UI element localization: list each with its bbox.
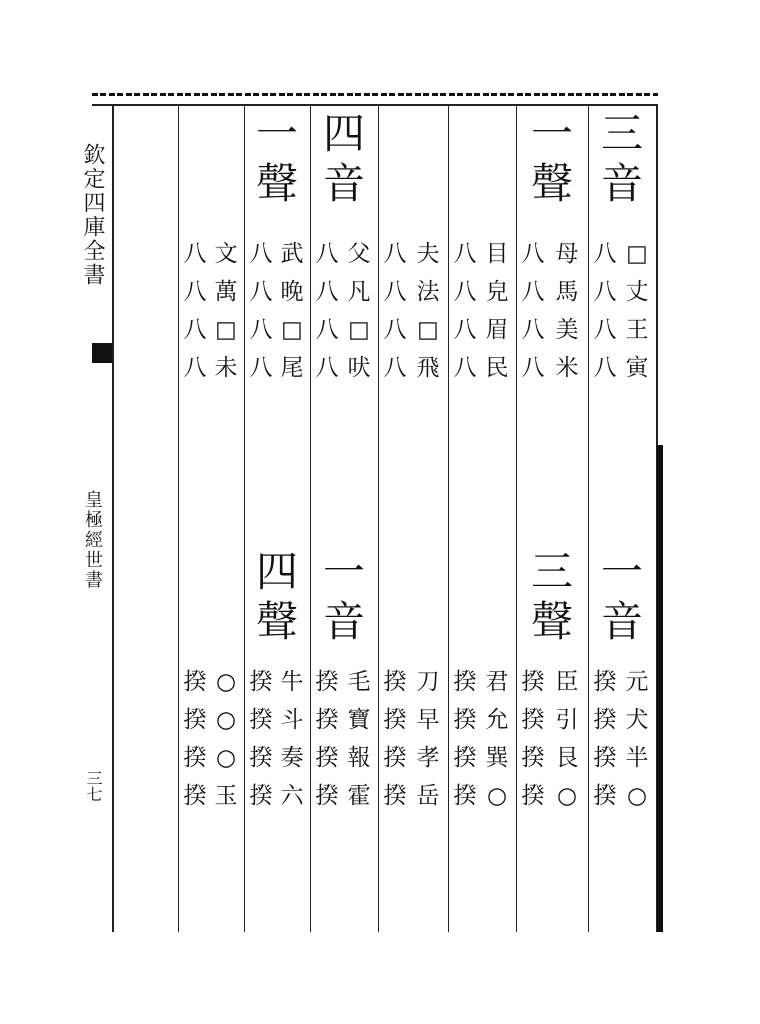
tone-mark: 八 [315, 279, 339, 305]
tone-mark: 八 [383, 241, 407, 267]
tone-mark: 八 [593, 241, 617, 267]
tone-mark: 揆 [315, 707, 339, 733]
rhyme-char: 民 [485, 355, 509, 381]
tone-mark: 八 [249, 241, 273, 267]
column-divider [588, 104, 589, 932]
tone-mark: 揆 [521, 783, 545, 809]
rhyme-char: 尾 [280, 355, 304, 381]
column-divider [448, 104, 449, 932]
tone-mark: 八 [249, 279, 273, 305]
rhyme-char: 犬 [625, 707, 649, 733]
column-divider [244, 104, 245, 932]
tone-mark: 八 [315, 317, 339, 343]
tone-mark: 揆 [249, 707, 273, 733]
rhyme-char: ○ [215, 745, 237, 771]
rhyme-char: □ [626, 241, 648, 267]
rhyme-char: ○ [215, 669, 237, 695]
tone-mark: 揆 [383, 783, 407, 809]
rhyme-char: 吠 [347, 355, 371, 381]
margin-divider [112, 104, 114, 932]
column-heading-char: 一 [600, 547, 643, 596]
rhyme-char: 寅 [625, 355, 649, 381]
rhyme-char: 霍 [347, 783, 371, 809]
tone-mark: 揆 [593, 669, 617, 695]
tone-mark: 八 [183, 241, 207, 267]
tone-mark: 八 [593, 317, 617, 343]
column-heading-char: 四 [255, 547, 298, 596]
rhyme-char: 元 [625, 669, 649, 695]
tone-mark: 揆 [315, 745, 339, 771]
tone-mark: 揆 [315, 783, 339, 809]
column-divider [178, 104, 179, 932]
rhyme-char: □ [281, 317, 303, 343]
tone-mark: 八 [183, 355, 207, 381]
column-heading-char: 聲 [530, 159, 573, 208]
tone-mark: 八 [249, 317, 273, 343]
rhyme-char: 半 [625, 745, 649, 771]
tone-mark: 八 [521, 279, 545, 305]
tone-mark: 八 [453, 279, 477, 305]
column-divider [310, 104, 311, 932]
rhyme-char: 巽 [485, 745, 509, 771]
page-number: 三七 [84, 770, 103, 802]
rhyme-char: 玉 [214, 783, 238, 809]
tone-mark: 揆 [383, 669, 407, 695]
tone-mark: 八 [383, 355, 407, 381]
rhyme-char: 早 [416, 707, 440, 733]
rhyme-char: 寶 [347, 707, 371, 733]
rhyme-char: 報 [347, 745, 371, 771]
rhyme-char: 引 [555, 707, 579, 733]
rhyme-char: 未 [214, 355, 238, 381]
tone-mark: 揆 [183, 745, 207, 771]
tone-mark: 八 [593, 355, 617, 381]
tone-mark: 八 [315, 355, 339, 381]
rhyme-char: ○ [556, 783, 578, 809]
rhyme-char: 母 [555, 241, 579, 267]
rhyme-char: 孝 [416, 745, 440, 771]
rhyme-char: 晚 [280, 279, 304, 305]
column-heading-char: 音 [322, 597, 365, 646]
tone-mark: 揆 [521, 707, 545, 733]
column-heading-char: 聲 [255, 597, 298, 646]
tone-mark: 揆 [249, 783, 273, 809]
tone-mark: 八 [593, 279, 617, 305]
tone-mark: 八 [315, 241, 339, 267]
rhyme-char: 父 [347, 241, 371, 267]
rhyme-char: 丈 [625, 279, 649, 305]
tone-mark: 揆 [521, 669, 545, 695]
column-heading-char: 一 [255, 109, 298, 158]
tone-mark: 八 [453, 355, 477, 381]
tone-mark: 揆 [453, 745, 477, 771]
column-heading-char: 聲 [530, 597, 573, 646]
tone-mark: 八 [521, 355, 545, 381]
column-heading-char: 音 [600, 597, 643, 646]
tone-mark: 揆 [383, 707, 407, 733]
rhyme-char: 允 [485, 707, 509, 733]
column-heading-char: 音 [322, 159, 365, 208]
tone-mark: 八 [453, 241, 477, 267]
tone-mark: 揆 [315, 669, 339, 695]
tone-mark: 揆 [521, 745, 545, 771]
column-heading-char: 四 [322, 109, 365, 158]
right-thick-border [657, 445, 663, 932]
rhyme-char: 夫 [416, 241, 440, 267]
rhyme-char: 六 [280, 783, 304, 809]
tone-mark: 揆 [453, 783, 477, 809]
tone-mark: 揆 [183, 669, 207, 695]
rhyme-char: 刀 [416, 669, 440, 695]
rhyme-char: 美 [555, 317, 579, 343]
column-divider [378, 104, 379, 932]
tone-mark: 揆 [593, 707, 617, 733]
rhyme-char: 武 [280, 241, 304, 267]
tone-mark: 八 [183, 279, 207, 305]
tone-mark: 揆 [453, 707, 477, 733]
top-border-dashed [92, 93, 658, 96]
column-divider [516, 104, 517, 932]
rhyme-char: ○ [626, 783, 648, 809]
column-heading-char: 一 [530, 109, 573, 158]
rhyme-char: 君 [485, 669, 509, 695]
margin-title: 欽定四庫全書 [80, 143, 105, 287]
tone-mark: 揆 [593, 745, 617, 771]
rhyme-char: 奏 [280, 745, 304, 771]
rhyme-char: 牛 [280, 669, 304, 695]
rhyme-char: □ [215, 317, 237, 343]
rhyme-char: 萬 [214, 279, 238, 305]
rhyme-char: 米 [555, 355, 579, 381]
tone-mark: 揆 [249, 745, 273, 771]
rhyme-char: 飛 [416, 355, 440, 381]
tone-mark: 揆 [383, 745, 407, 771]
column-heading-char: 一 [322, 547, 365, 596]
rhyme-char: 文 [214, 241, 238, 267]
rhyme-char: 法 [416, 279, 440, 305]
rhyme-char: 斗 [280, 707, 304, 733]
rhyme-char: 皃 [485, 279, 509, 305]
tone-mark: 揆 [183, 707, 207, 733]
rhyme-char: 岳 [416, 783, 440, 809]
rhyme-char: □ [417, 317, 439, 343]
tone-mark: 八 [183, 317, 207, 343]
fish-tail-mark [92, 343, 112, 363]
tone-mark: 揆 [453, 669, 477, 695]
rhyme-char: 王 [625, 317, 649, 343]
rhyme-char: ○ [486, 783, 508, 809]
rhyme-char: 目 [485, 241, 509, 267]
tone-mark: 八 [453, 317, 477, 343]
tone-mark: 揆 [183, 783, 207, 809]
tone-mark: 揆 [249, 669, 273, 695]
rhyme-char: 臣 [555, 669, 579, 695]
tone-mark: 揆 [593, 783, 617, 809]
column-heading-char: 聲 [255, 159, 298, 208]
rhyme-char: 艮 [555, 745, 579, 771]
column-heading-char: 三 [530, 547, 573, 596]
rhyme-char: □ [348, 317, 370, 343]
rhyme-char: 凡 [347, 279, 371, 305]
tone-mark: 八 [521, 241, 545, 267]
column-heading-char: 音 [600, 159, 643, 208]
tone-mark: 八 [249, 355, 273, 381]
column-heading-char: 三 [600, 109, 643, 158]
tone-mark: 八 [521, 317, 545, 343]
rhyme-char: 眉 [485, 317, 509, 343]
rhyme-char: ○ [215, 707, 237, 733]
rhyme-char: 毛 [347, 669, 371, 695]
top-border [92, 104, 658, 106]
rhyme-char: 馬 [555, 279, 579, 305]
tone-mark: 八 [383, 279, 407, 305]
margin-book-title: 皇極經世書 [82, 490, 103, 590]
tone-mark: 八 [383, 317, 407, 343]
